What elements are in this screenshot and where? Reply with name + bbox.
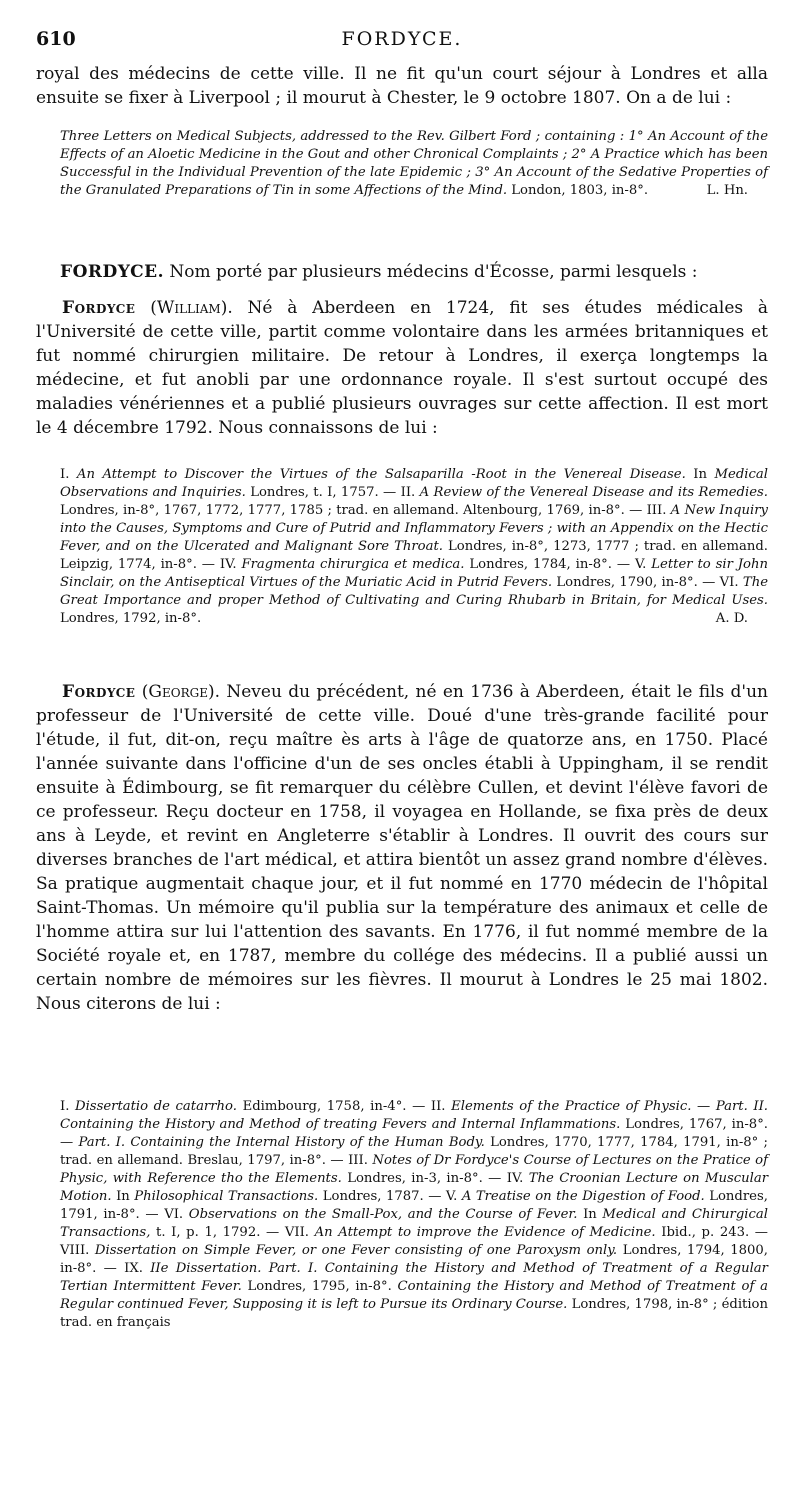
- work-title: Part. I. Containing the History and Method of Treatment of a Regular Tertian Intermittent Fever.: [60, 1261, 768, 1294]
- work-pub-title: Philosophical Transactions.: [134, 1189, 319, 1204]
- work-title: A Review of the Venereal Disease and its Remedies.: [419, 485, 768, 500]
- work-pub: Londres, in-8°, 1767, 1772, 1777, 1785 ; trad. en allemand. Altenbourg, 1769, in-8°. —: [60, 503, 643, 518]
- bib1-pub: London, 1803, in-8°.: [511, 183, 649, 198]
- william-name: Fordyce: [62, 298, 136, 318]
- work-title: Fragmenta chirurgica et medica.: [241, 557, 465, 572]
- william-paragraph: [36, 296, 768, 440]
- work-num: VIII.: [60, 1243, 90, 1258]
- work-num: V.: [445, 1189, 458, 1204]
- work-pub: Ibid., p. 243. —: [661, 1225, 768, 1240]
- george-name: Fordyce: [62, 682, 136, 702]
- work-title: The Great Importance and proper Method of Cultivating and Curing Rhubarb in Britain, for Medical Uses.: [60, 575, 769, 608]
- work-title: A Treatise on the Digestion of Food.: [461, 1189, 705, 1204]
- george-first: (George).: [141, 682, 221, 702]
- work-title: Observations on the Small-Pox, and the Course of Fever.: [188, 1207, 578, 1222]
- work-num: III.: [348, 1153, 368, 1168]
- work-title: A New Inquiry into the Causes, Symptoms and Cure of Putrid and Inflammatory Fevers ; with an Appendix on the Hectic Fever, and on the Ulcerated and Malignant Sore Throat.: [60, 503, 768, 554]
- william-signature: A. D.: [715, 611, 748, 626]
- work-num: VI.: [164, 1207, 184, 1222]
- work-pub: Londres, 1794, 1800, in-8°. —: [60, 1243, 768, 1276]
- work-pub2: t. I, p. 1, 1792. —: [156, 1225, 280, 1240]
- entry-fordyce-line: [60, 260, 768, 284]
- work-num: III.: [646, 503, 667, 518]
- work-pub: Londres, 1770, 1777, 1784, 1791, in-8° ; trad. en allemand. Breslau, 1797, in-8°. —: [60, 1135, 768, 1168]
- work-title: Part. I. Containing the Internal History of the Human Body.: [78, 1135, 485, 1150]
- entry-william: [36, 296, 768, 440]
- bib1-title: Three Letters on Medical Subjects, addressed to the Rev. Gilbert Ford ; containing : 1° An Account of the Effects of an Aloetic Medicine in the Gout and other Chronical Complaints ; 2° A Practice which has been Successful in the Individual Prevention of the late Epidemic ; 3° An Account of the Sedative Properties of the Granulated Preparations of Tin in some Affections of the Mind.: [60, 129, 768, 198]
- work-pub: In: [583, 1207, 597, 1222]
- george-works-text: [60, 1098, 768, 1332]
- work-pub: Londres, 1790, in-8°. —: [556, 575, 716, 590]
- bib1-signature: L. Hn.: [706, 183, 748, 198]
- work-title: Containing the History and Method of Treatment of a Regular continued Fever, Supposing it is left to Pursue its Ordinary Course.: [60, 1279, 768, 1312]
- william-works: [60, 466, 768, 628]
- work-pub2: Londres, 1787. —: [322, 1189, 442, 1204]
- work-title: Dissertation on Simple Fever, or one Fever consisting of one Paroxysm only.: [94, 1243, 618, 1258]
- george-works: [60, 1098, 768, 1332]
- work-num: II.: [400, 485, 416, 500]
- work-pub: Londres, 1767, in-8°. —: [60, 1117, 768, 1150]
- work-title: Notes of Dr Fordyce's Course of Lectures on the Pratice of Physic, with Reference tho the Elements.: [60, 1153, 768, 1186]
- page-number: 610: [36, 28, 76, 50]
- work-pub: Londres, in-8°, 1273, 1777 ; trad. en allemand. Leipzig, 1774, in-8°. —: [60, 539, 768, 572]
- work-pub: Edimbourg, 1758, in-4°. —: [242, 1099, 426, 1114]
- bib1-text: [60, 128, 768, 200]
- work-pub: Londres, 1791, in-8°. —: [60, 1189, 768, 1222]
- page-header: [36, 24, 768, 54]
- entry-george: [36, 680, 768, 1016]
- william-text: Né à Aberdeen en 1724, fit ses études médicales à l'Université de cette ville, partit comme volontaire dans les armées britanniques et fut nommé chirurgien militaire. De retour à Londres, il exerça longtemps la médecine, et fut anobli par une ordonnance royale. Il s'est surtout occupé des maladies vénériennes et a publié plusieurs ouvrages sur cette affection. Il est mort le 4 décembre 1792. Nous connaissons de lui :: [36, 298, 769, 438]
- work-num: I.: [60, 467, 70, 482]
- george-text: Neveu du précédent, né en 1736 à Aberdeen, était le fils d'un professeur de l'Université de cette ville. Doué d'une très-grande facilité pour l'étude, il fut, dit-on, reçu maître ès arts à l'âge de quatorze ans, en 1750. Placé l'année suivante dans l'officine d'un de ses oncles établi à Uppingham, il se rendit ensuite à Édimbourg, se fit remarquer du célèbre Cullen, et devint l'élève favori de ce professeur. Reçu docteur en 1758, il voyagea en Hollande, se fixa près de deux ans à Leyde, et revint en Angleterre s'établir à Londres. Il ouvrit des cours sur diverses branches de l'art médical, et attira bientôt un assez grand nombre d'élèves. Sa pratique augmentait chaque jour, et il fut nommé en 1770 médecin de l'hôpital Saint-Thomas. Un mémoire qu'il publia sur la température des animaux et celle de l'homme attira sur lui l'attention des savants. En 1776, il fut nommé membre de la Société royale et, en 1787, membre du collége des médecins. Il a publié aussi un certain nombre de mémoires sur les fièvres. Il mourut à Londres le 25 mai 1802. Nous citerons de lui :: [36, 682, 768, 1014]
- work-pub: Londres, 1798, in-8° ; édition trad. en français: [60, 1297, 768, 1330]
- work-pub: Londres, 1784, in-8°. —: [469, 557, 631, 572]
- running-title: FORDYCE.: [341, 28, 463, 50]
- work-pub-title: Medical and Chirurgical Transactions,: [60, 1207, 768, 1240]
- work-pub: Londres, 1795, in-8°.: [247, 1279, 392, 1294]
- work-num: IV.: [219, 557, 237, 572]
- work-pub: Londres, 1792, in-8°.: [60, 611, 202, 626]
- work-num: IX.: [124, 1261, 143, 1276]
- work-title: Elements of the Practice of Physic. — Part. II. Containing the History and Method of treating Fevers and Internal Inflammations.: [60, 1099, 768, 1132]
- entry-fordyce: [60, 260, 768, 284]
- work-title: The Croonian Lecture on Muscular Motion.: [60, 1171, 769, 1204]
- george-paragraph: [36, 680, 768, 1016]
- work-pub: Londres, in-3, in-8°. —: [347, 1171, 502, 1186]
- entry-text: Nom porté par plusieurs médecins d'Écosse, parmi lesquels :: [169, 262, 698, 282]
- entry-heading: FORDYCE.: [60, 262, 164, 282]
- work-pub2: Londres, t. I, 1757. —: [250, 485, 397, 500]
- work-num: II.: [430, 1099, 446, 1114]
- work-title: IIe Dissertation.: [150, 1261, 262, 1276]
- work-num: VII.: [284, 1225, 309, 1240]
- william-first: (William).: [150, 298, 233, 318]
- work-title: Letter to sir John Sinclair, on the Antiseptical Virtues of the Muriatic Acid in Putrid Fevers.: [60, 557, 768, 590]
- work-title: An Attempt to improve the Evidence of Medicine.: [314, 1225, 656, 1240]
- work-num: IV.: [506, 1171, 524, 1186]
- bibliography-1: [60, 128, 768, 200]
- work-pub-title: Medical Observations and Inquiries.: [60, 467, 768, 500]
- intro-section: [36, 62, 768, 110]
- william-works-text: [60, 466, 768, 628]
- work-num: I.: [60, 1099, 70, 1114]
- intro-paragraph: royal des médecins de cette ville. Il ne fit qu'un court séjour à Londres et alla ensuite se fixer à Liverpool ; il mourut à Chester, le 9 octobre 1807. On a de lui :: [36, 64, 768, 108]
- work-num: V.: [634, 557, 647, 572]
- work-title: An Attempt to Discover the Virtues of the Salsaparilla -Root in the Venereal Disease.: [76, 467, 686, 482]
- work-pub: In: [693, 467, 707, 482]
- work-pub: In: [116, 1189, 130, 1204]
- work-title: Dissertatio de catarrho.: [75, 1099, 237, 1114]
- work-num: VI.: [719, 575, 739, 590]
